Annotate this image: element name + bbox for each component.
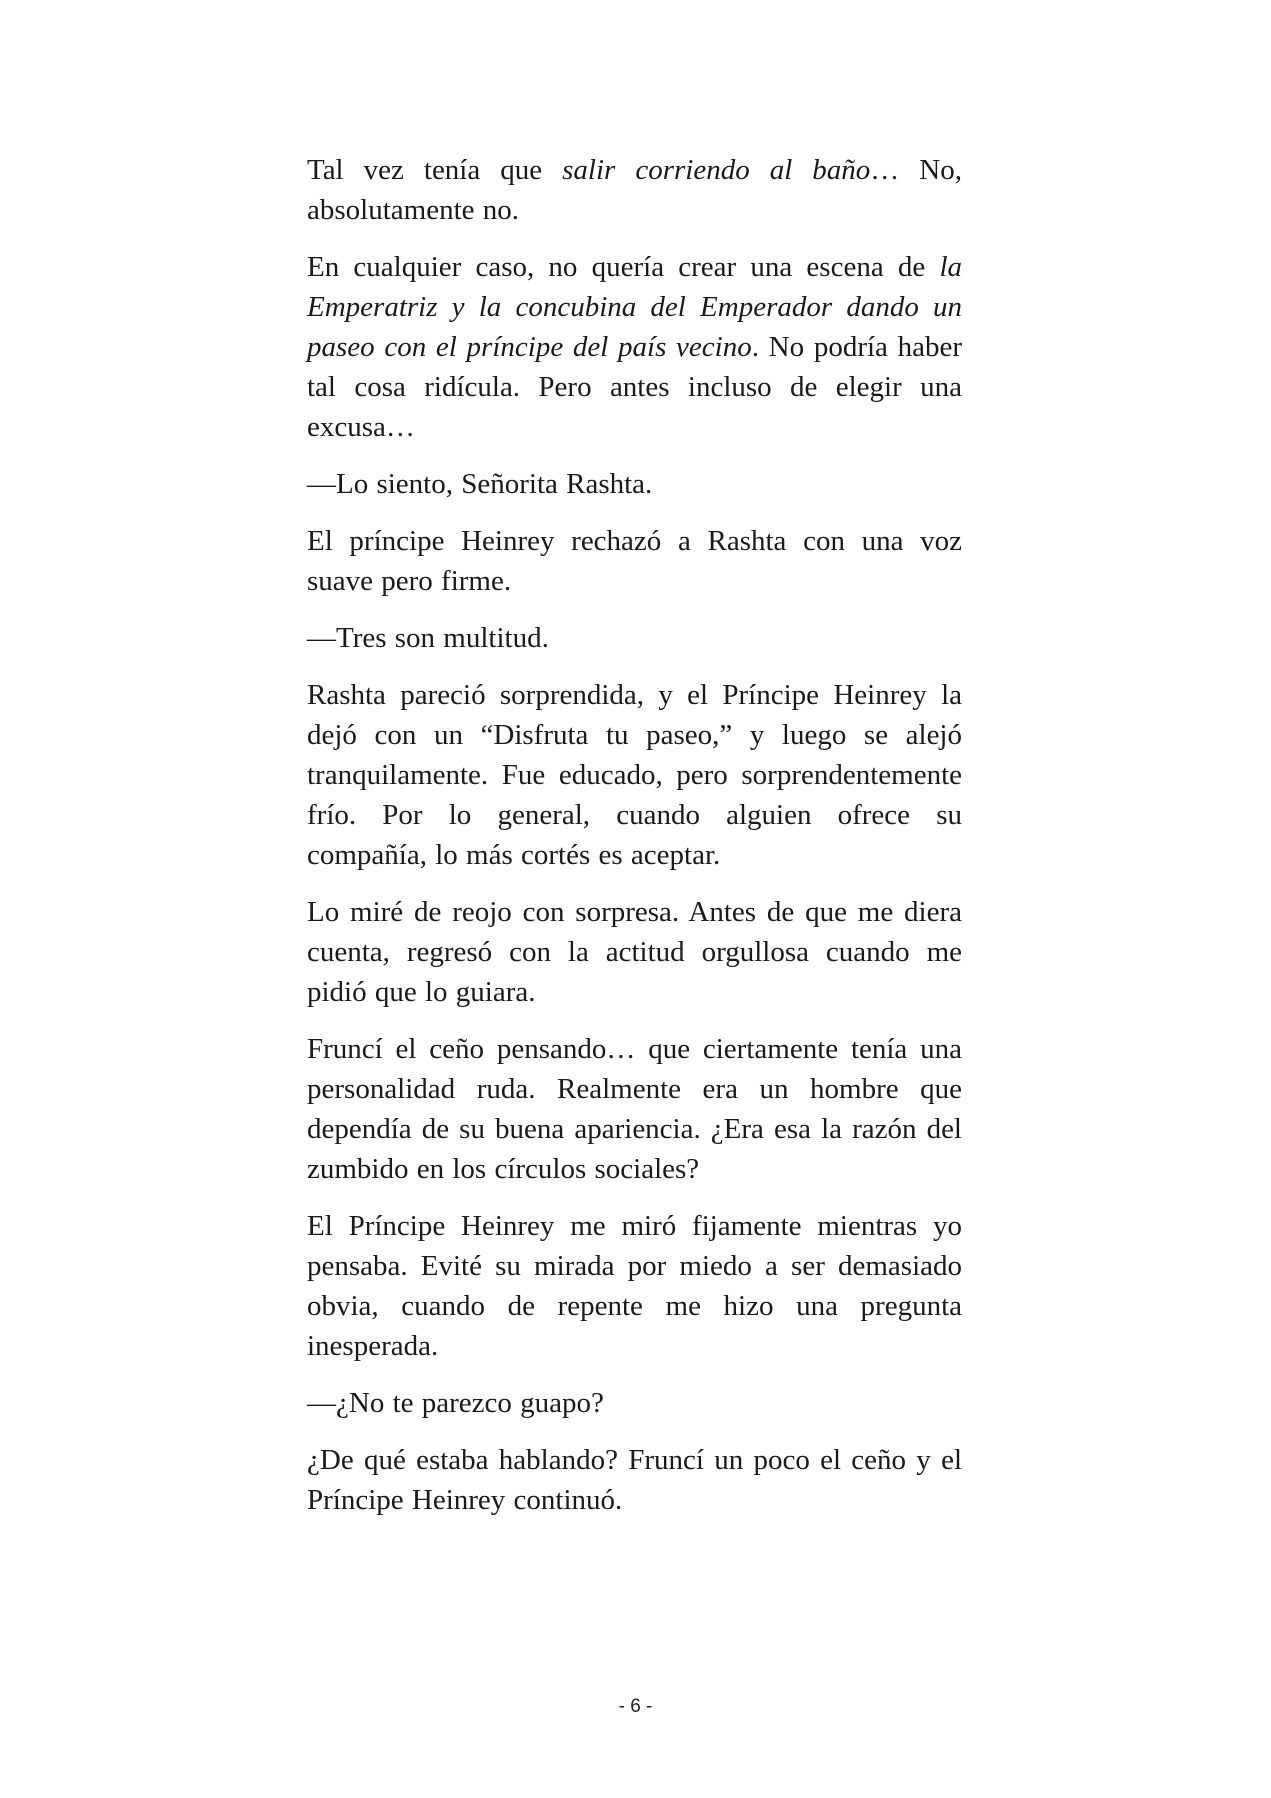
text-segment: En cualquier caso, no quería crear una escena de	[307, 251, 940, 283]
text-segment: . No podría haber tal cosa ridícula. Pero antes incluso de elegir una excusa…	[307, 331, 963, 443]
text-segment: … No, absolutamente no.	[307, 154, 962, 226]
page-body	[307, 150, 962, 1537]
text-segment: El príncipe Heinrey rechazó a Rashta con una voz suave pero firme.	[307, 525, 962, 597]
text-segment: Tal vez tenía que	[307, 154, 563, 186]
paragraph-4	[307, 521, 962, 601]
italic-text-segment: la Emperatriz y la concubina del Emperador dando un paseo con el príncipe del país vecino	[307, 251, 962, 363]
text-segment: ¿De qué estaba hablando? Fruncí un poco el ceño y el Príncipe Heinrey continuó.	[307, 1444, 962, 1516]
paragraph-8	[307, 1029, 962, 1189]
paragraph-1	[307, 150, 962, 230]
text-segment: —¿No te parezco guapo?	[307, 1387, 604, 1419]
text-segment: Fruncí el ceño pensando… que ciertamente tenía una personalidad ruda. Realmente era un hombre que dependía de su buena apariencia. ¿Era esa la razón del zumbido en los círculos sociales?	[307, 1033, 962, 1185]
text-segment: Rashta pareció sorprendida, y el Príncipe Heinrey la dejó con un “Disfruta tu paseo,” y luego se alejó tranquilamente. Fue educado, pero sorprendentemente frío. Por lo general, cuando alguien ofrece su compañía, lo más cortés es aceptar.	[307, 679, 962, 871]
italic-text-segment: salir corriendo al baño	[562, 154, 871, 186]
paragraph-3-dialogue	[307, 464, 962, 504]
page-number: - 6 -	[618, 1696, 653, 1717]
text-segment: El Príncipe Heinrey me miró fijamente mientras yo pensaba. Evité su mirada por miedo a ser demasiado obvia, cuando de repente me hizo una pregunta inesperada.	[307, 1210, 962, 1362]
paragraph-5-dialogue	[307, 618, 962, 658]
paragraph-6	[307, 675, 962, 875]
paragraph-7	[307, 892, 962, 1012]
text-segment: Lo miré de reojo con sorpresa. Antes de que me diera cuenta, regresó con la actitud orgullosa cuando me pidió que lo guiara.	[307, 896, 962, 1008]
paragraph-9	[307, 1206, 962, 1366]
paragraph-10-dialogue	[307, 1383, 962, 1423]
paragraph-11	[307, 1440, 962, 1520]
text-segment: —Lo siento, Señorita Rashta.	[307, 468, 653, 500]
text-segment: —Tres son multitud.	[307, 622, 549, 654]
paragraph-2	[307, 247, 962, 447]
